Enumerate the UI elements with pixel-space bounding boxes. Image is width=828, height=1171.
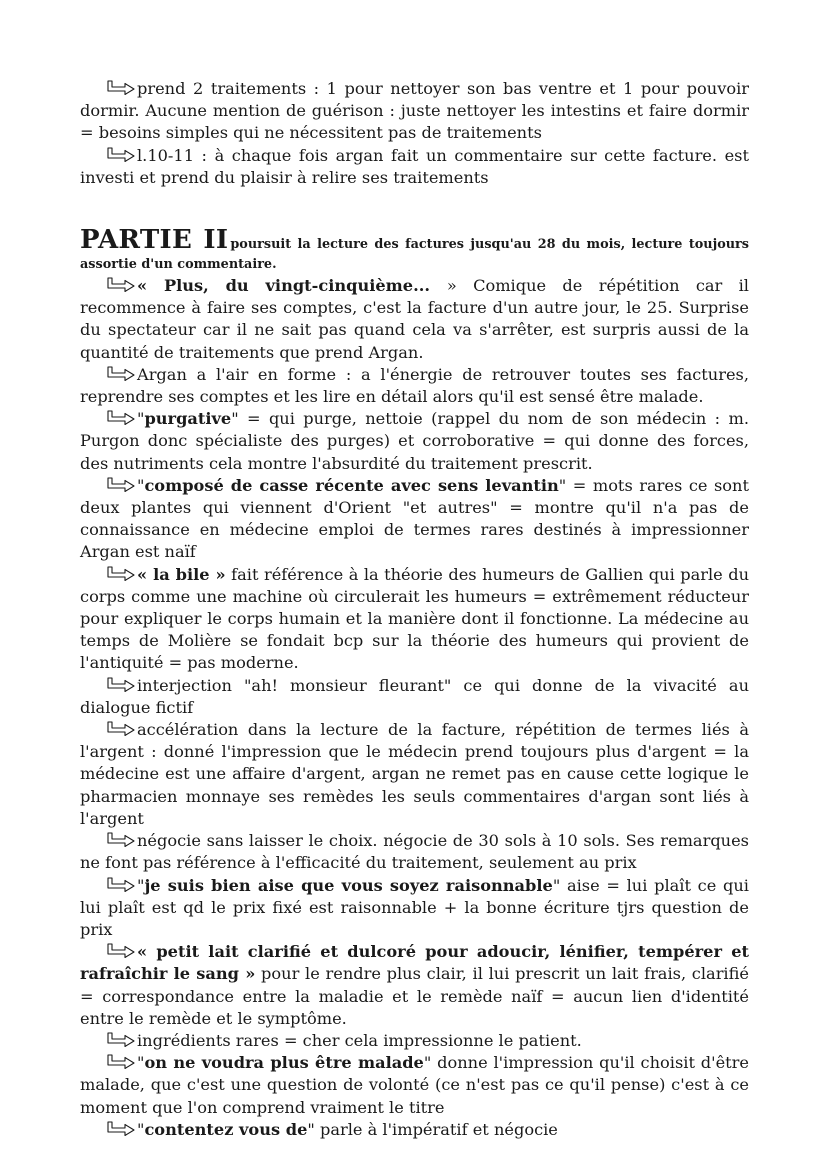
note-text: négocie sans laisser le choix. négocie de 30 sols à 10 sols. Ses remarques ne font pas référence à l'efficacité du traitement, seulement au prix: [80, 831, 749, 873]
note-paragraph: [80, 475, 749, 564]
quoted-citation: purgative: [144, 409, 232, 429]
quoted-citation: composé de casse récente avec sens levantin: [144, 475, 559, 495]
quoted-citation: « Plus, du vingt-cinquième...: [137, 276, 447, 296]
note-text: » Comique de répétition car il recommence à faire ses comptes, c'est la facture d'un autre jour, le 25. Surprise du spectateur car il ne sait pas quand cela va s'arrêter, est surpris aussi de la quantité de traitements que prend Argan.: [80, 276, 749, 362]
note-text: " donne l'impression qu'il choisit d'être malade, que c'est une question de volonté (ce n'est pas ce qu'il pense) c'est à ce moment que l'on comprend vraiment le titre: [80, 1053, 749, 1117]
section-notes: [80, 275, 749, 1141]
note-text: interjection "ah! monsieur fleurant" ce qui donne de la vivacité au dialogue fictif: [80, 675, 749, 717]
note-text: ": [137, 1053, 145, 1073]
right-arrow-outline-icon: [106, 943, 136, 959]
right-arrow-outline-icon: [106, 477, 136, 493]
note-text: " = mots rares ce sont deux plantes qui viennent d'Orient "et autres" = montre qu'il n'a pas de connaissance en médecine emploi de termes rares destinés à impressionner Argan est naïf: [80, 475, 749, 562]
section-gap: [80, 189, 749, 227]
right-arrow-outline-icon: [106, 677, 136, 693]
note-paragraph: [80, 1052, 749, 1119]
right-arrow-outline-icon: [106, 1032, 136, 1048]
section-heading: [80, 227, 749, 275]
document-page: [80, 78, 749, 1141]
note-text: prend 2 traitements : 1 pour nettoyer son bas ventre et 1 pour pouvoir dormir. Aucune mention de guérison : juste nettoyer les intestins et faire dormir = besoins simples qui ne nécessitent pas de traitements: [80, 79, 749, 143]
note-text: accélération dans la lecture de la facture, répétition de termes liés à l'argent : donné l'impression que le médecin prend toujours plus d'argent = la médecine est une affaire d'argent, argan ne remet pas en cause cette logique le pharmacien monnaye ses remèdes les seuls commentaires d'argan sont liés à l'argent: [80, 720, 749, 828]
quoted-citation: on ne voudra plus être malade: [144, 1053, 424, 1073]
right-arrow-outline-icon: [106, 832, 136, 848]
quoted-citation: je suis bien aise que vous soyez raisonnable: [144, 875, 553, 895]
right-arrow-outline-icon: [106, 721, 136, 737]
note-paragraph: [80, 941, 749, 1030]
note-paragraph: [80, 408, 749, 475]
right-arrow-outline-icon: [106, 366, 136, 382]
right-arrow-outline-icon: [106, 410, 136, 426]
note-text: l.10-11 : à chaque fois argan fait un commentaire sur cette facture. est investi et prend du plaisir à relire ses traitements: [80, 145, 749, 187]
note-text: " = qui purge, nettoie (rappel du nom de son médecin : m. Purgon donc spécialiste des purges) et corroborative = qui donne des forces, des nutriments cela montre l'absurdité du traitement prescrit.: [80, 409, 749, 473]
intro-notes: [80, 78, 749, 189]
note-paragraph: [80, 78, 749, 145]
section-subtitle: poursuit la lecture des factures jusqu'au 28 du mois, lecture toujours assortie d'un commentaire.: [80, 237, 750, 273]
right-arrow-outline-icon: [106, 566, 136, 582]
section-title: PARTIE II: [80, 225, 229, 256]
right-arrow-outline-icon: [106, 877, 136, 893]
note-text: " parle à l'impératif et négocie: [307, 1119, 558, 1139]
right-arrow-outline-icon: [106, 277, 136, 293]
quoted-citation: contentez vous de: [144, 1119, 308, 1139]
note-paragraph: [80, 830, 749, 874]
quoted-citation: « petit lait clarifié et dulcoré pour adoucir, lénifier, tempérer et rafraîchir le sang »: [80, 942, 749, 984]
note-paragraph: [80, 275, 749, 364]
right-arrow-outline-icon: [106, 80, 136, 96]
note-paragraph: [80, 719, 749, 830]
note-paragraph: [80, 1119, 749, 1141]
note-paragraph: [80, 675, 749, 719]
note-text: Argan a l'air en forme : a l'énergie de retrouver toutes ses factures, reprendre ses comptes et les lire en détail alors qu'il est sensé être malade.: [80, 364, 749, 407]
note-text: ": [137, 409, 145, 429]
note-text: ": [137, 1119, 145, 1139]
note-text: " aise = lui plaît ce qui lui plaît est qd le prix fixé est raisonnable + la bonne écriture tjrs question de prix: [80, 875, 749, 939]
right-arrow-outline-icon: [106, 1121, 136, 1137]
note-text: ": [137, 875, 145, 895]
right-arrow-outline-icon: [106, 1054, 136, 1070]
note-text: fait référence à la théorie des humeurs de Gallien qui parle du corps comme une machine où circulerait les humeurs = extrêmement réducteur pour expliquer le corps humain et la manière dont il fonctionne. La médecine au temps de Molière se fondait bcp sur la théorie des humeurs qui provient de l'antiquité = pas moderne.: [80, 564, 749, 673]
note-paragraph: [80, 145, 749, 189]
quoted-citation: « la bile »: [137, 564, 226, 584]
note-text: ingrédients rares = cher cela impressionne le patient.: [137, 1030, 582, 1050]
note-text: pour le rendre plus clair, il lui prescrit un lait frais, clarifié = correspondance entre la maladie et le remède naïf = aucun lien d'identité entre le remède et le symptôme.: [80, 964, 749, 1028]
note-paragraph: [80, 1030, 749, 1052]
note-text: ": [137, 475, 145, 495]
right-arrow-outline-icon: [106, 147, 136, 163]
note-paragraph: [80, 364, 749, 408]
note-paragraph: [80, 564, 749, 675]
note-paragraph: [80, 875, 749, 942]
